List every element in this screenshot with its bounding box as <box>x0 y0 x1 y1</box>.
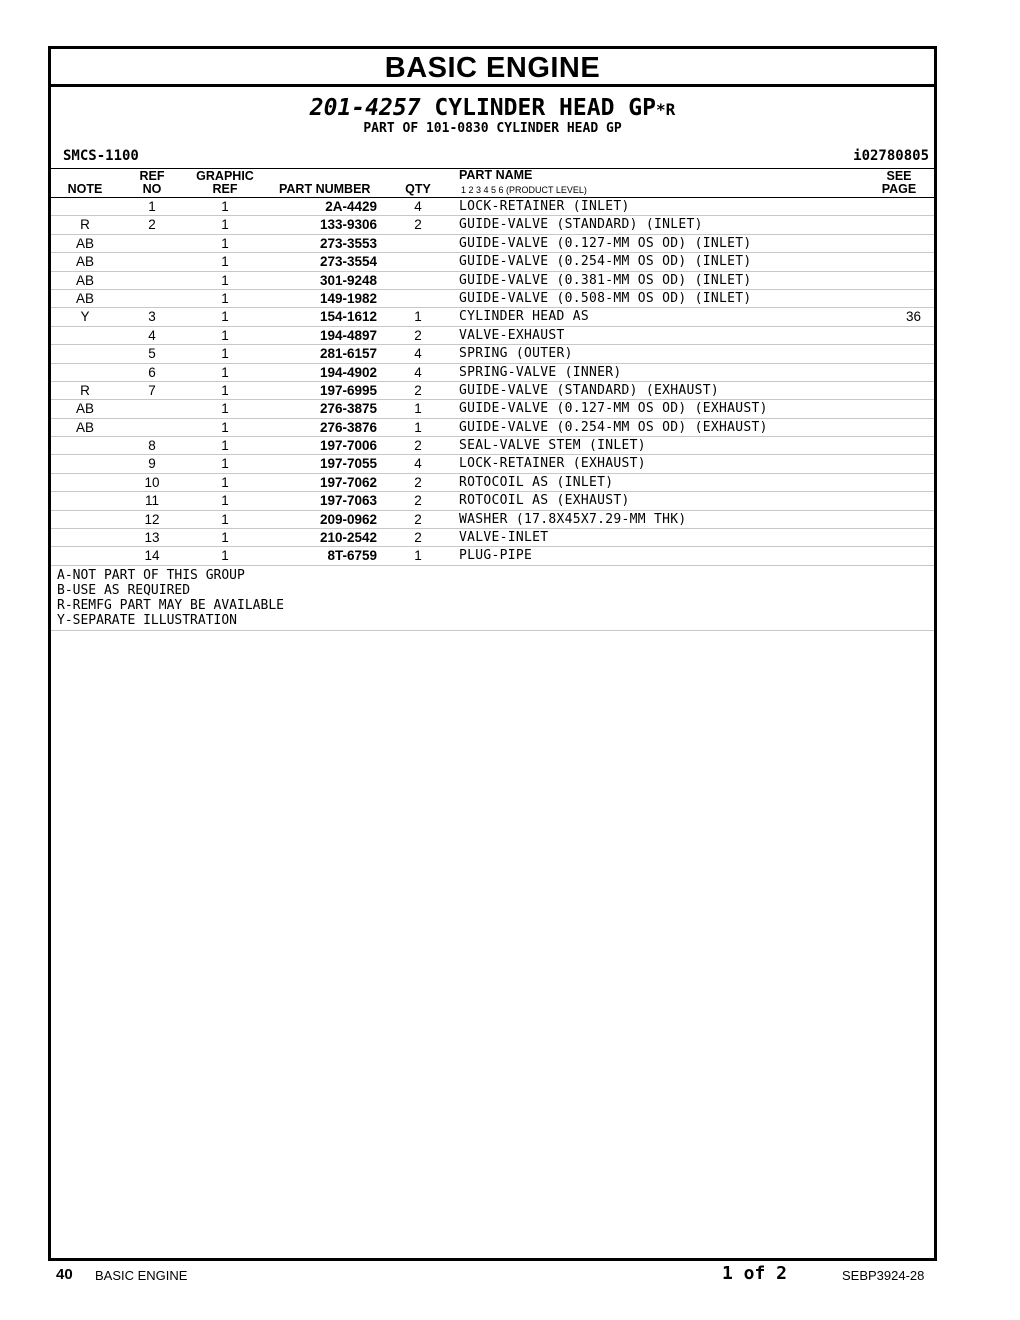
note-item: R-REMFG PART MAY BE AVAILABLE <box>57 597 284 613</box>
note-cell: AB <box>75 254 94 270</box>
qty-cell: 2 <box>414 474 422 490</box>
header-see-top: SEE <box>886 169 912 183</box>
ref-no-cell: 12 <box>144 511 160 527</box>
table-row <box>51 400 934 418</box>
graphic-ref-cell: 1 <box>221 309 229 325</box>
part-number-cell: 194-4897 <box>319 327 377 343</box>
part-number-cell: 273-3554 <box>319 254 377 270</box>
graphic-ref-cell: 1 <box>221 548 229 564</box>
qty-cell: 2 <box>414 438 422 454</box>
smcs-row <box>51 148 934 168</box>
header-ref-top: REF <box>139 169 165 183</box>
table-row <box>51 272 934 290</box>
ref-no-cell: 8 <box>148 438 156 454</box>
note-cell: AB <box>75 419 94 435</box>
table-row <box>51 216 934 234</box>
qty-cell: 2 <box>414 327 422 343</box>
part-name-cell: VALVE-EXHAUST <box>459 327 565 343</box>
graphic-ref-cell: 1 <box>221 419 229 435</box>
part-number-cell: 154-1612 <box>319 309 377 325</box>
part-name-cell: WASHER (17.8X45X7.29-MM THK) <box>459 511 687 527</box>
part-name-cell: SEAL-VALVE STEM (INLET) <box>459 438 646 454</box>
group-title <box>51 96 934 120</box>
illustration-id: i02780805 <box>853 148 929 164</box>
parts-page-frame <box>48 46 937 1261</box>
part-name-cell: GUIDE-VALVE (STANDARD) (EXHAUST) <box>459 382 720 398</box>
graphic-ref-cell: 1 <box>221 493 229 509</box>
table-header <box>51 168 934 198</box>
qty-cell: 2 <box>414 511 422 527</box>
header-graphic-top: GRAPHIC <box>196 169 254 183</box>
part-number-cell: 197-7062 <box>319 474 377 490</box>
table-row <box>51 437 934 455</box>
ref-no-cell: 11 <box>144 493 159 509</box>
part-number-cell: 8T-6759 <box>327 548 377 564</box>
note-item: Y-SEPARATE ILLUSTRATION <box>57 612 238 628</box>
note-cell: AB <box>75 290 94 306</box>
table-row <box>51 308 934 326</box>
page-of: 1 of 2 <box>722 1263 788 1284</box>
part-name-cell: GUIDE-VALVE (0.381-MM OS OD) (INLET) <box>459 272 752 288</box>
part-name-cell: LOCK-RETAINER (INLET) <box>459 199 630 214</box>
part-name-cell: CYLINDER HEAD AS <box>459 309 590 325</box>
qty-cell: 4 <box>414 199 422 214</box>
group-number: 201-4257 <box>309 95 421 121</box>
qty-cell: 4 <box>414 456 422 472</box>
table-row <box>51 327 934 345</box>
table-row <box>51 198 934 216</box>
qty-cell: 4 <box>414 364 422 380</box>
ref-no-cell: 7 <box>148 382 156 398</box>
part-name-cell: PLUG-PIPE <box>459 548 533 564</box>
header-note: NOTE <box>67 182 103 196</box>
part-name-cell: GUIDE-VALVE (0.508-MM OS OD) (INLET) <box>459 290 752 306</box>
graphic-ref-cell: 1 <box>221 290 229 306</box>
note-cell: AB <box>75 272 94 288</box>
header-part-number: PART NUMBER <box>279 182 371 196</box>
graphic-ref-cell: 1 <box>221 272 229 288</box>
qty-cell: 1 <box>414 401 422 417</box>
part-name-cell: ROTOCOIL AS (INLET) <box>459 474 614 490</box>
table-row <box>51 364 934 382</box>
qty-cell: 2 <box>414 530 422 546</box>
qty-cell: 2 <box>414 382 422 398</box>
graphic-ref-cell: 1 <box>221 382 229 398</box>
group-name: CYLINDER HEAD GP <box>434 95 656 121</box>
ref-no-cell: 13 <box>144 530 160 546</box>
group-suffix: *R <box>655 100 676 119</box>
part-number-cell: 149-1982 <box>319 290 377 306</box>
header-qty: QTY <box>405 182 431 196</box>
part-number-cell: 194-4902 <box>319 364 377 380</box>
part-number-cell: 197-7055 <box>319 456 377 472</box>
table-row <box>51 290 934 308</box>
header-ref-bottom: NO <box>142 182 162 196</box>
part-number-cell: 301-9248 <box>319 272 377 288</box>
table-row <box>51 547 934 565</box>
part-number-cell: 209-0962 <box>319 511 377 527</box>
part-number-cell: 210-2542 <box>319 530 377 546</box>
graphic-ref-cell: 1 <box>221 511 229 527</box>
graphic-ref-cell: 1 <box>221 474 229 490</box>
part-name-cell: GUIDE-VALVE (0.254-MM OS OD) (EXHAUST) <box>459 419 768 435</box>
part-name-cell: GUIDE-VALVE (0.127-MM OS OD) (EXHAUST) <box>459 401 768 417</box>
part-name-cell: SPRING (OUTER) <box>459 346 573 362</box>
graphic-ref-cell: 1 <box>221 364 229 380</box>
qty-cell: 2 <box>414 493 422 509</box>
graphic-ref-cell: 1 <box>221 254 229 270</box>
part-name-cell: VALVE-INLET <box>459 530 549 546</box>
document-id: SEBP3924-28 <box>842 1268 925 1283</box>
header-see-bottom: PAGE <box>881 182 917 196</box>
graphic-ref-cell: 1 <box>221 530 229 546</box>
table-row <box>51 235 934 253</box>
part-number-cell: 197-7063 <box>319 493 377 509</box>
ref-no-cell: 5 <box>148 346 156 362</box>
part-name-cell: GUIDE-VALVE (STANDARD) (INLET) <box>459 217 703 233</box>
header-product-levels: 1 2 3 4 5 6 (PRODUCT LEVEL) <box>461 185 587 195</box>
table-row <box>51 419 934 437</box>
part-number-cell: 273-3553 <box>319 235 377 251</box>
note-cell: R <box>80 382 90 398</box>
ref-no-cell: 2 <box>148 217 156 233</box>
table-row <box>51 492 934 510</box>
ref-no-cell: 1 <box>148 199 156 214</box>
table-row <box>51 474 934 492</box>
qty-cell: 2 <box>414 217 422 233</box>
ref-no-cell: 3 <box>148 309 156 325</box>
table-row <box>51 455 934 473</box>
parts-list <box>51 198 934 566</box>
table-row <box>51 253 934 271</box>
part-name-cell: SPRING-VALVE (INNER) <box>459 364 622 380</box>
qty-cell: 1 <box>414 548 422 564</box>
note-item: A-NOT PART OF THIS GROUP <box>57 567 245 583</box>
graphic-ref-cell: 1 <box>221 327 229 343</box>
graphic-ref-cell: 1 <box>221 217 229 233</box>
see-page-cell: 36 <box>905 309 921 325</box>
table-row <box>51 345 934 363</box>
group-part-of: PART OF 101-0830 CYLINDER HEAD GP <box>363 121 622 136</box>
table-row <box>51 529 934 547</box>
note-item: B-USE AS REQUIRED <box>57 582 191 598</box>
part-name-cell: LOCK-RETAINER (EXHAUST) <box>459 456 646 472</box>
part-name-cell: GUIDE-VALVE (0.254-MM OS OD) (INLET) <box>459 254 752 270</box>
ref-no-cell: 6 <box>148 364 156 380</box>
ref-no-cell: 4 <box>148 327 156 343</box>
part-number-cell: 197-7006 <box>319 438 377 454</box>
part-name-cell: GUIDE-VALVE (0.127-MM OS OD) (INLET) <box>459 235 752 251</box>
footer-section: BASIC ENGINE <box>95 1268 188 1283</box>
part-number-cell: 2A-4429 <box>325 199 377 214</box>
page-footer <box>0 1263 1020 1289</box>
note-cell: Y <box>80 309 90 325</box>
smcs-code: SMCS-1100 <box>63 148 139 164</box>
note-cell: R <box>80 217 90 233</box>
ref-no-cell: 14 <box>144 548 160 564</box>
page-number: 40 <box>56 1266 73 1283</box>
part-name-cell: ROTOCOIL AS (EXHAUST) <box>459 493 630 509</box>
graphic-ref-cell: 1 <box>221 346 229 362</box>
header-graphic-bottom: REF <box>212 182 238 196</box>
part-number-cell: 276-3876 <box>319 419 377 435</box>
ref-no-cell: 10 <box>144 474 160 490</box>
header-part-name: PART NAME <box>459 168 533 182</box>
qty-cell: 4 <box>414 346 422 362</box>
graphic-ref-cell: 1 <box>221 401 229 417</box>
part-number-cell: 197-6995 <box>319 382 377 398</box>
table-row <box>51 382 934 400</box>
qty-cell: 1 <box>414 309 422 325</box>
note-cell: AB <box>75 401 94 417</box>
part-number-cell: 281-6157 <box>319 346 377 362</box>
note-cell: AB <box>75 235 94 251</box>
section-title: BASIC ENGINE <box>51 49 934 87</box>
graphic-ref-cell: 1 <box>221 438 229 454</box>
ref-no-cell: 9 <box>148 456 156 472</box>
part-number-cell: 276-3875 <box>319 401 377 417</box>
notes-legend <box>51 566 934 631</box>
part-number-cell: 133-9306 <box>319 217 377 233</box>
qty-cell: 1 <box>414 419 422 435</box>
graphic-ref-cell: 1 <box>221 456 229 472</box>
graphic-ref-cell: 1 <box>221 199 229 214</box>
table-row <box>51 511 934 529</box>
graphic-ref-cell: 1 <box>221 235 229 251</box>
